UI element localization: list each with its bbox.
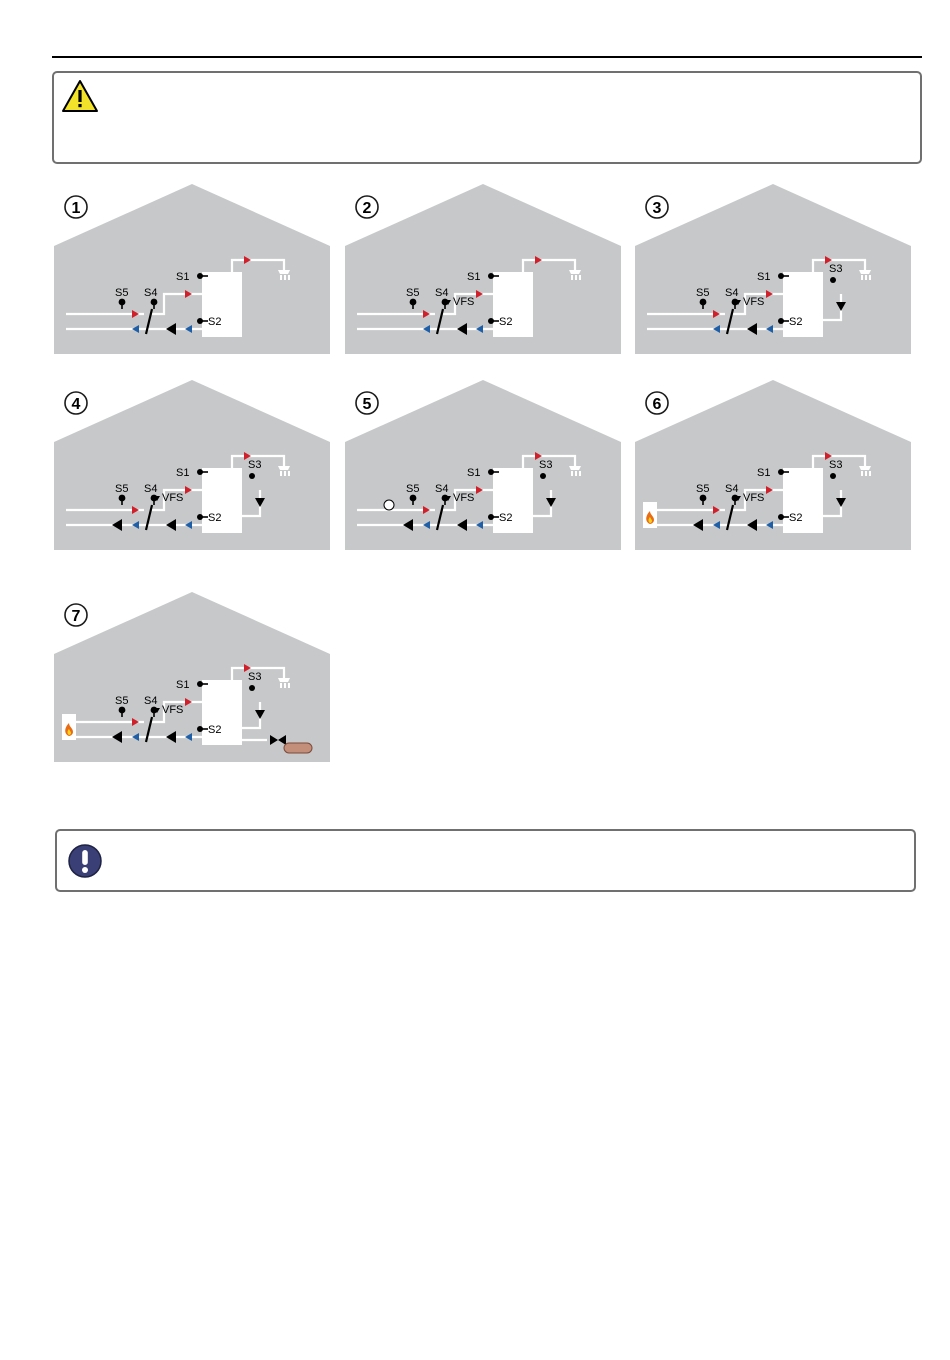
sensor-s5-label: S5 <box>115 287 129 299</box>
scheme-number-badge <box>65 392 87 414</box>
sensor-s1-label: S1 <box>176 679 190 691</box>
sensor-s2-label: S2 <box>499 316 513 328</box>
scheme-number: 6 <box>652 396 662 413</box>
sensor-s3-label: S3 <box>539 459 553 471</box>
scheme-6 <box>633 380 913 555</box>
scheme-4 <box>52 380 332 555</box>
sensor-s2-label: S2 <box>789 512 803 524</box>
sensor-s3-label: S3 <box>829 459 843 471</box>
vfs-label: VFS <box>743 492 765 504</box>
sensor-s2-label: S2 <box>208 316 222 328</box>
heat-source-flame-icon <box>643 502 657 528</box>
scheme-number: 5 <box>362 396 372 413</box>
sensor-s1-label: S1 <box>757 467 771 479</box>
sensor-s5-label: S5 <box>696 287 710 299</box>
sensor-s5-label: S5 <box>115 695 129 707</box>
sensor-s4-label: S4 <box>144 287 158 299</box>
sensor-s5-label: S5 <box>406 287 420 299</box>
sensor-s3-probe <box>249 473 255 479</box>
sensor-s4-label: S4 <box>435 287 449 299</box>
vfs-label: VFS <box>162 704 184 716</box>
scheme-number-badge <box>356 196 378 218</box>
sensor-s5-label: S5 <box>115 483 129 495</box>
vfs-label: VFS <box>453 296 475 308</box>
scheme-number: 3 <box>652 200 662 217</box>
scheme-5 <box>343 380 623 555</box>
sensor-s3-label: S3 <box>829 263 843 275</box>
scheme-number: 7 <box>71 608 81 625</box>
sensor-s2-label: S2 <box>499 512 513 524</box>
vfs-label: VFS <box>162 492 184 504</box>
sensor-s4-label: S4 <box>144 695 158 707</box>
exclamation-circle-icon <box>67 843 103 879</box>
mixing-valve-icon <box>384 500 394 510</box>
sensor-s4-label: S4 <box>144 483 158 495</box>
heat-source-flame-icon <box>62 714 76 740</box>
scheme-3 <box>633 184 913 359</box>
scheme-number: 1 <box>71 200 81 217</box>
scheme-number: 4 <box>71 396 81 413</box>
sensor-s4-label: S4 <box>725 483 739 495</box>
scheme-number-badge <box>646 196 668 218</box>
info-notice <box>55 829 916 892</box>
sensor-s3-probe <box>249 685 255 691</box>
sensor-s3-probe <box>540 473 546 479</box>
sensor-s5-label: S5 <box>696 483 710 495</box>
sensor-s1-label: S1 <box>467 271 481 283</box>
sensor-s2-label: S2 <box>208 512 222 524</box>
scheme-number: 2 <box>362 200 372 217</box>
scheme-2 <box>343 184 623 359</box>
sensor-s1-label: S1 <box>467 467 481 479</box>
warning-notice <box>52 71 922 164</box>
sensor-s3-label: S3 <box>248 671 262 683</box>
sensor-s4-label: S4 <box>435 483 449 495</box>
scheme-7 <box>52 592 332 767</box>
warning-triangle-icon <box>61 79 99 113</box>
sensor-s3-label: S3 <box>248 459 262 471</box>
sensor-s2-label: S2 <box>789 316 803 328</box>
sensor-s1-label: S1 <box>176 271 190 283</box>
scheme-number-badge <box>65 604 87 626</box>
sensor-s4-label: S4 <box>725 287 739 299</box>
scheme-number-badge <box>646 392 668 414</box>
vfs-label: VFS <box>453 492 475 504</box>
sensor-s2-label: S2 <box>208 724 222 736</box>
sensor-s3-probe <box>830 473 836 479</box>
sensor-s5-label: S5 <box>406 483 420 495</box>
scheme-1 <box>52 184 332 359</box>
vfs-label: VFS <box>743 296 765 308</box>
sensor-s3-probe <box>830 277 836 283</box>
scheme-number-badge <box>356 392 378 414</box>
scheme-number-badge <box>65 196 87 218</box>
header-rule <box>52 56 922 58</box>
sensor-s1-label: S1 <box>176 467 190 479</box>
sensor-s1-label: S1 <box>757 271 771 283</box>
